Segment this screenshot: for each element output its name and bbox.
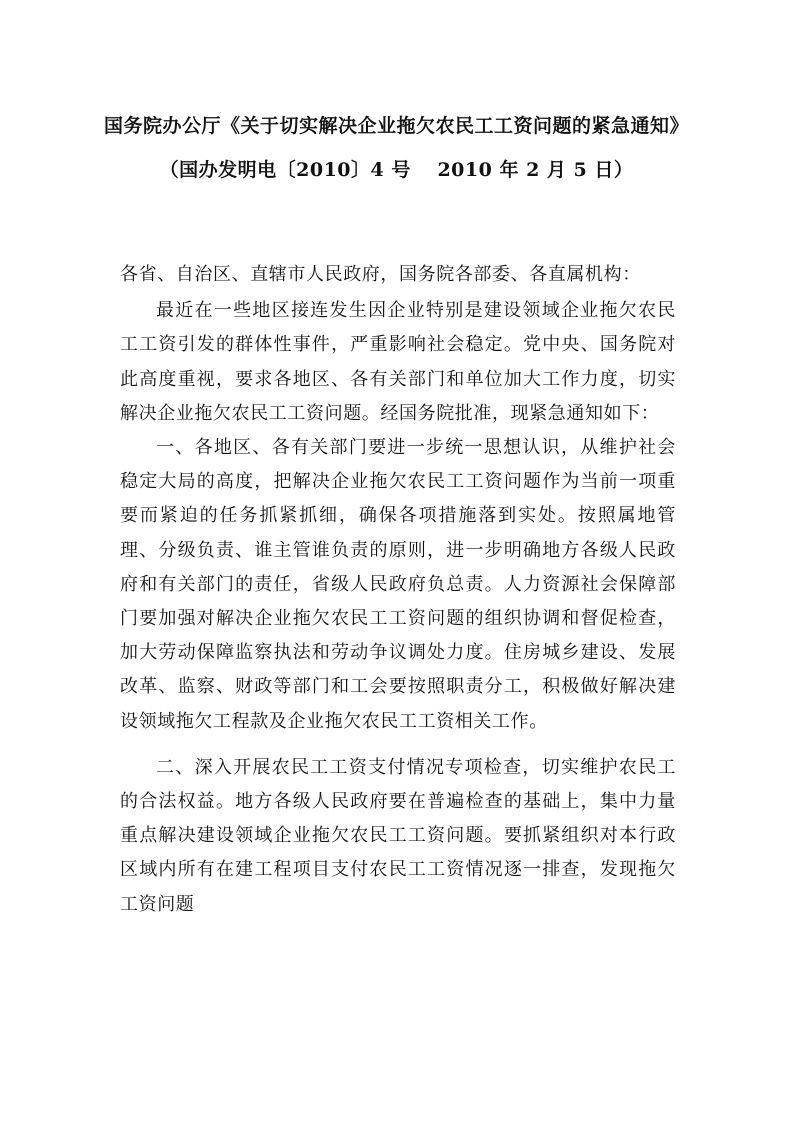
document-body xyxy=(120,258,676,922)
paragraph-section-2: 二、深入开展农民工工资支付情况专项检查，切实维护农民工的合法权益。地方各级人民政府要在普遍检查的基础上，集中力量重点解决建设领域企业拖欠农民工工资问题。要抓紧组织对本行政区域内所有在建工程项目支付农民工工资情况逐一排查，发现拖欠工资问题 xyxy=(120,756,676,915)
document-title: 国务院办公厅《关于切实解决企业拖欠农民工工资问题的紧急通知》 xyxy=(103,115,689,137)
paragraph-intro: 最近在一些地区接连发生因企业特别是建设领域企业拖欠农民工工资引发的群体性事件，严重影响社会稳定。党中央、国务院对此高度重视，要求各地区、各有关部门和单位加大工作力度，切实解决企业拖欠农民工工资问题。经国务院批准，现紧急通知如下： xyxy=(120,300,676,424)
document-reference: （国办发明电〔2010〕4 号 2010 年 2 月 5 日） xyxy=(159,159,634,181)
salutation: 各省、自治区、直辖市人民政府，国务院各部委、各直属机构： xyxy=(120,264,641,285)
paragraph-section-1: 一、各地区、各有关部门要进一步统一思想认识，从维护社会稳定大局的高度，把解决企业拖欠农民工工资问题作为当前一项重要而紧迫的任务抓紧抓细，确保各项措施落到实处。按照属地管理、分级负责、谁主管谁负责的原则，进一步明确地方各级人民政府和有关部门的责任，省级人民政府负总责。人力资源社会保障部门要加强对解决企业拖欠农民工工资问题的组织协调和督促检查，加大劳动保障监察执法和劳动争议调处力度。住房城乡建设、发展改革、监察、财政等部门和工会要按照职责分工，积极做好解决建设领域拖欠工程款及企业拖欠农民工工资相关工作。 xyxy=(120,437,676,732)
